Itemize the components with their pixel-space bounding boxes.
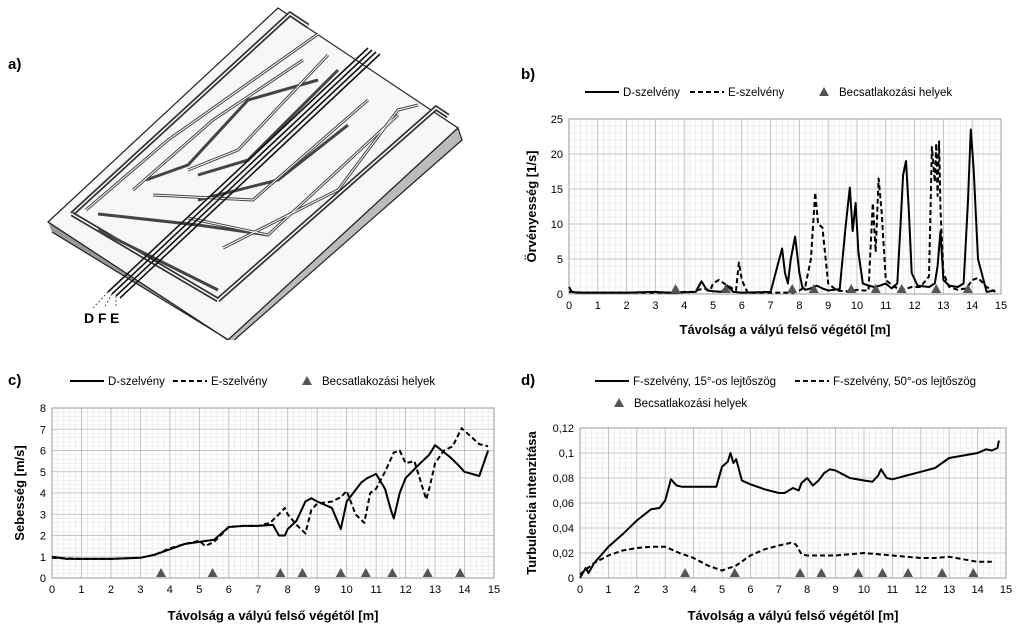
y-tick-label: 1 bbox=[39, 551, 46, 564]
y-tick-label: 0,06 bbox=[552, 498, 574, 510]
x-tick-label: 14 bbox=[458, 584, 471, 596]
x-tick-label: 8 bbox=[804, 584, 811, 596]
x-tick-label: 4 bbox=[690, 584, 697, 596]
junction-marker bbox=[680, 568, 690, 577]
y-tick-label: 0 bbox=[567, 573, 574, 585]
legend-label: Becsatlakozási helyek bbox=[322, 376, 436, 388]
y-tick-label: 5 bbox=[39, 466, 46, 479]
legend-marker-icon bbox=[614, 398, 624, 407]
legend-label: Becsatlakozási helyek bbox=[634, 398, 748, 410]
y-tick-label: 4 bbox=[39, 488, 46, 500]
x-tick-label: 6 bbox=[738, 300, 745, 312]
x-tick-label: 3 bbox=[137, 584, 144, 596]
x-tick-label: 4 bbox=[166, 584, 173, 596]
x-tick-label: 2 bbox=[633, 584, 640, 596]
vorticity-chart bbox=[520, 76, 1020, 346]
x-tick-label: 5 bbox=[196, 584, 203, 596]
x-tick-label: 5 bbox=[709, 300, 717, 312]
junction-marker bbox=[671, 284, 681, 293]
velocity-chart bbox=[8, 370, 508, 632]
panel-label-b: b) bbox=[521, 66, 536, 83]
x-tick-label: 8 bbox=[796, 300, 803, 312]
x-tick-label: 14 bbox=[966, 300, 979, 312]
junction-marker bbox=[903, 568, 913, 577]
junction-marker bbox=[816, 568, 826, 577]
junction-marker bbox=[787, 284, 797, 293]
y-tick-label: 6 bbox=[39, 445, 46, 458]
legend-label: F-szelvény, 50°-os lejtőszög bbox=[833, 376, 977, 388]
x-tick-label: 9 bbox=[832, 584, 839, 596]
section-label-e: E bbox=[110, 310, 120, 326]
y-tick-label: 0,04 bbox=[552, 523, 574, 535]
x-tick-label: 7 bbox=[255, 584, 262, 596]
x-tick-label: 13 bbox=[937, 300, 950, 312]
legend-label: Becsatlakozási helyek bbox=[839, 87, 953, 99]
legend-label: D-szelvény bbox=[623, 87, 680, 99]
junction-marker bbox=[795, 568, 805, 577]
y-tick-label: 25 bbox=[550, 114, 563, 126]
y-tick-label: 5 bbox=[556, 254, 563, 266]
x-tick-label: 11 bbox=[886, 584, 899, 596]
y-tick-label: 0,02 bbox=[552, 548, 574, 560]
y-tick-label: 0 bbox=[39, 573, 46, 585]
x-axis-title: Távolság a vályú felső végétől [m] bbox=[679, 322, 891, 337]
x-tick-label: 15 bbox=[999, 584, 1013, 596]
x-axis-title: Távolság a vályú felső végétől [m] bbox=[167, 608, 379, 623]
x-tick-label: 14 bbox=[971, 584, 984, 596]
x-tick-label: 11 bbox=[880, 300, 892, 312]
junction-marker bbox=[968, 568, 978, 577]
x-tick-label: 15 bbox=[994, 300, 1008, 312]
x-tick-label: 9 bbox=[314, 584, 321, 596]
x-tick-label: 9 bbox=[825, 300, 832, 312]
x-tick-label: 12 bbox=[399, 584, 412, 596]
x-tick-label: 7 bbox=[775, 584, 782, 596]
section-label-d: D bbox=[84, 310, 95, 326]
y-axis-title: Örvényesség [1/s] bbox=[524, 150, 539, 263]
y-tick-label: 7 bbox=[39, 424, 46, 437]
y-tick-label: 20 bbox=[550, 149, 563, 161]
legend-marker-icon bbox=[819, 87, 829, 96]
x-tick-label: 1 bbox=[605, 584, 612, 596]
section-label-f: F bbox=[98, 310, 107, 326]
x-tick-label: 0 bbox=[565, 300, 573, 312]
x-tick-label: 2 bbox=[107, 584, 114, 596]
x-tick-label: 13 bbox=[428, 584, 442, 596]
legend-marker-icon bbox=[302, 376, 312, 385]
x-tick-label: 5 bbox=[718, 584, 726, 596]
junction-marker bbox=[897, 284, 907, 293]
x-tick-label: 12 bbox=[908, 300, 921, 312]
junction-marker bbox=[853, 568, 863, 577]
junction-marker bbox=[937, 568, 947, 577]
x-tick-label: 0 bbox=[48, 584, 56, 596]
x-tick-label: 11 bbox=[370, 584, 382, 596]
panel-label-d: d) bbox=[521, 372, 536, 389]
y-tick-label: 0,12 bbox=[552, 423, 574, 435]
y-tick-label: 0,08 bbox=[552, 473, 574, 485]
y-axis-title: Sebesség [m/s] bbox=[12, 445, 27, 541]
y-tick-label: 0 bbox=[556, 289, 563, 301]
x-tick-label: 2 bbox=[623, 300, 630, 312]
x-tick-label: 3 bbox=[662, 584, 669, 596]
x-tick-label: 4 bbox=[681, 300, 688, 312]
junction-marker bbox=[730, 568, 740, 577]
x-tick-label: 8 bbox=[284, 584, 291, 596]
x-tick-label: 7 bbox=[767, 300, 774, 312]
legend-label: D-szelvény bbox=[108, 376, 165, 388]
x-tick-label: 0 bbox=[576, 584, 584, 596]
x-tick-label: 10 bbox=[340, 584, 353, 596]
y-axis-title: Turbulencia intenzitása bbox=[524, 431, 539, 575]
panel-label-a: a) bbox=[8, 56, 22, 73]
major-grid bbox=[580, 428, 1006, 578]
x-tick-label: 6 bbox=[747, 584, 754, 596]
x-tick-label: 12 bbox=[914, 584, 927, 596]
legend-label: E-szelvény bbox=[211, 376, 268, 388]
junction-marker bbox=[846, 284, 856, 293]
y-tick-label: 0,1 bbox=[558, 448, 574, 460]
junction-marker bbox=[877, 568, 887, 577]
x-tick-label: 15 bbox=[487, 584, 501, 596]
legend-label: F-szelvény, 15°-os lejtőszög bbox=[633, 376, 777, 388]
y-tick-label: 3 bbox=[39, 509, 46, 522]
turbulence-chart bbox=[520, 370, 1020, 632]
y-tick-label: 10 bbox=[550, 219, 563, 231]
series-line-secondary bbox=[580, 543, 992, 574]
y-tick-label: 2 bbox=[39, 530, 46, 543]
panel-label-c: c) bbox=[8, 372, 22, 389]
legend-label: E-szelvény bbox=[728, 87, 785, 99]
y-tick-label: 8 bbox=[39, 403, 46, 415]
x-tick-label: 10 bbox=[850, 300, 864, 312]
y-tick-label: 15 bbox=[550, 184, 563, 196]
x-tick-label: 1 bbox=[594, 300, 601, 312]
channel-diagram bbox=[38, 0, 508, 340]
x-tick-label: 10 bbox=[857, 584, 871, 596]
x-tick-label: 1 bbox=[78, 584, 85, 596]
x-tick-label: 3 bbox=[652, 300, 659, 312]
x-tick-label: 13 bbox=[943, 584, 956, 596]
x-axis-title: Távolság a vályú felső végétől [m] bbox=[687, 608, 899, 623]
x-tick-label: 6 bbox=[225, 584, 232, 596]
